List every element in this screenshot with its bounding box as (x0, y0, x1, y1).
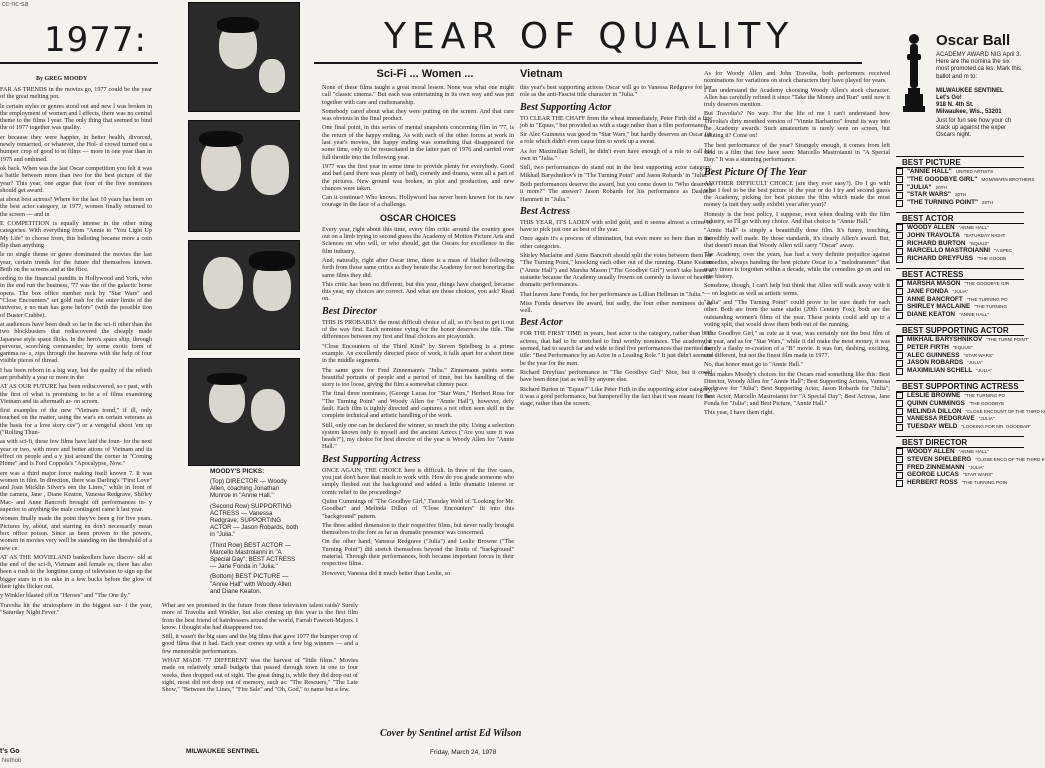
ballot-checkbox[interactable] (896, 184, 903, 191)
ballot-entry[interactable] (896, 255, 1024, 263)
ballot-checkbox[interactable] (896, 400, 903, 407)
masthead-year: 1977: (44, 20, 147, 60)
nominee-name: WOODY ALLEN (907, 447, 955, 455)
ballot-checkbox[interactable] (896, 240, 903, 247)
nominee-film: "EQUUS" (969, 240, 990, 246)
paragraph: On the other hand, Vanessa Redgrave ("Julia") and Leslie Browne ("The Turning Point") did stretch themselves beyond the limits of "background" material. Through their performances, both became important forces in their respective films. (322, 538, 514, 568)
ballot-category (896, 212, 1024, 263)
paragraph: The three added dimension to their respective films, but never really brought themselves to the fore as far as dramatic presence was concerned. (322, 521, 514, 537)
nominee-name: SHIRLEY MACLAINE (907, 303, 971, 311)
picks-box (210, 468, 300, 598)
nominee-film: "A SPEC (994, 248, 1013, 254)
paragraph: le no single theme or genre dominated the movies the last year, certain trends for the future did themselves known. Both on the screens and at the ffice. (0, 251, 152, 273)
oscar-ballot (892, 28, 1045, 504)
nominee-film: "STAR WARS" (963, 352, 994, 358)
paragraph: This year, I have them right. (704, 409, 775, 417)
paragraph: FAR AS TRENDS in the movies go, 1977 could be the year of the great melting pot. (0, 86, 152, 101)
nominee-name: TUESDAY WELD (907, 423, 958, 431)
paragraph: this year's best supporting actress Oscar will go to Vanessa Redgrave for her role as the anti-Fascist title character in "Julia." (520, 84, 712, 99)
nominee-film: "THE TURNING POIN (961, 480, 1008, 486)
ballot-entry[interactable] (896, 296, 1024, 304)
paragraph: However, Vanessa did it much better than Leslie, so (322, 569, 451, 577)
ballot-checkbox[interactable] (896, 280, 903, 287)
ballot-checkbox[interactable] (896, 176, 903, 183)
nominee-name: STEVEN SPIELBERG (907, 455, 972, 463)
paragraph: WHAT MADE '77 DIFFERENT was the harvest of "little films." Movies made on relatively small budgets that passed through town in one to four weeks, then dropped out of sight. The great thing is, while they did drop out of sight, most did not drop out of memory, such as: "The Rescuers," "The Late Show," "Between the Lines," "Fire Sale" and "Oh, God," to name but a few. (162, 657, 358, 694)
paragraph: "The Goodbye Girl," as cute as it was, was certainly not the best film of the year, and as for "Star Wars," while it did make the most money, it was merely a flashy re-creation of a "B" movie. It was fun, dashing, exciting, and different, but not the finest film made in 1977. (704, 330, 890, 360)
address-line: 918 N. 4th St. (936, 102, 974, 108)
ballot-entry[interactable] (896, 400, 1024, 408)
cover-credit: Cover by Sentinel artist Ed Wilson (380, 728, 522, 739)
paragraph: The same goes for Fred Zinnemann's "Julia." Zinnemann paints some beautiful portraits of people and a period of time, but his handling of the story is too loose, giving the film a somewhat clumsy pace. (322, 366, 514, 389)
nominee-film: "THE GOODB (977, 256, 1007, 262)
ballot-entry[interactable] (896, 464, 1024, 472)
nominee-film: "ANNIE HALL" (958, 448, 989, 454)
paragraph: But Travolta's? No way. For the life of me I can't understand how Travolta's dirty mouthed version of "Vinnie Barbarino" found its way into the Academy awards. Such amateurism is rarely seen on screen, but saluting it? Come on! (704, 110, 890, 140)
ballot-entry[interactable] (896, 352, 1024, 360)
paragraph: THIS IS PROBABLY the most difficult choice of all, so it's best to get it out of the way first. Each nominee vying for the honor deserves the title. The differences between my first and final choices are picayunish. (322, 318, 514, 341)
ballot-address (936, 88, 1024, 116)
photo-picture (188, 358, 300, 466)
nominee-name: FRED ZINNEMANN (907, 463, 965, 471)
nominee-name: "STAR WARS" (907, 191, 951, 199)
address-line: Let's Go! (936, 95, 962, 101)
paragraph: E COMPETITION is equally intense in the other ming categories. With everything from "Annie to "You Light Up My Life" to choose from, this balloting became more a coin flip than anything (0, 220, 152, 249)
address-line: MILWAUKEE SENTINEL (936, 88, 1004, 94)
paragraph: ok back. When was the last Oscar competition you felt it was a battle between more than two for the best picture of the year? This year, one argue that four of the five nominees should get award. (0, 164, 152, 194)
paragraph: ANOTHER DIFFICULT CHOICE (are they ever easy?). Do I go with what I feel to be the best picture of the year or do I try and second guess the Academy, picking for best picture the film which made the most money (a trait they sadly exhibit year after year)? (704, 179, 890, 209)
paragraph: TO CLEAR THE CHAFF from the wheat immediately, Peter Firth did a fine job in "Equus," but provided us with a stage rather than a film performance. (520, 114, 712, 129)
ballot-checkbox[interactable] (896, 368, 903, 375)
paragraph: What are we promised in the future from these television talent raids? Surely more of Travolta and Winkler, but also coming up this year is the first film from the best friend of hairdressers around the world, Farrah Fawcett-Majors. I know. I thought she had disappeared too. (162, 602, 358, 631)
ballot-category-heading: BEST ACTRESS (896, 268, 1024, 280)
paragraph: Somehow, though, I can't help but think that Allen will walk away with it — on logistic as well as artistic terms. (704, 282, 890, 297)
ballot-entry[interactable] (896, 168, 1024, 176)
nominee-film: "THE TURNING PO (964, 392, 1006, 398)
paragraph: That makes Moody's choices for the Oscars read something like this: Best Director, Woody Allen for "Annie Hall"; Best Supporting Actress, Vanessa Redgrave for "Julia"; Best Supporting Actor, Jason Robards for "Julia"; Best Actor, Marcello Mastroianni for "A Special Day"; Best Actress, Jane Fonda for "Julia"; and Best Picture, "Annie Hall." (704, 370, 890, 407)
column1-body (0, 86, 152, 618)
continued-label: t's Go (0, 748, 20, 755)
ballot-checkbox[interactable] (896, 472, 903, 479)
oscar-statuette-icon (902, 32, 926, 124)
ballot-entry[interactable] (896, 344, 1024, 352)
nominee-film: 20TH (954, 192, 967, 198)
paragraph: women finally made the point they've been g for five years. Pictures by, about, and starring en don't necessarily mean box office poison. Since as been proven to the powers, women in movies very well be standing on the threshold of a new ce. (0, 515, 152, 552)
byline: By GREG MOODY (36, 76, 88, 82)
picks-heading: MOODY'S PICKS: (210, 468, 265, 475)
ballot-checkbox[interactable] (896, 360, 903, 367)
nominee-film: MGM/WARN BROTHERS (981, 176, 1035, 182)
ballot-entry[interactable] (896, 175, 1035, 184)
center-body (322, 84, 514, 577)
license-mark: cc-nc-sa (2, 1, 29, 8)
nominee-film: "ANNIE HALL" (958, 224, 989, 230)
publication-date: Friday, March 24, 1978 (430, 749, 497, 756)
nominee-name: ALEC GUINNESS (907, 351, 960, 359)
nominee-film: "THE TURNING (974, 304, 1008, 310)
nominee-name: MAXIMILIAN SCHELL (907, 367, 973, 375)
nominee-name: PETER FIRTH (907, 343, 949, 351)
paragraph: "Julia" and "The Turning Point" could prove to be sure death for each other. Both are from the same studio (20th Century Fox); both are the outstanding women's films of the year. These points could add up to a voting split, that would draw them both out of the running. (704, 299, 890, 328)
nominee-name: "JULIA" (907, 183, 932, 191)
section-heading: Best Director (322, 305, 377, 317)
paragraph: Honesty is the best policy, I suppose, even when dealing with the film industry, so I'll go with my choice. And that choice is "Annie Hall." (704, 210, 890, 226)
lower-left-block (162, 602, 358, 748)
paragraph: FOR THE FIRST TIME in years, best actor is the category, rather than best actress, that had to be stretched to find worthy nominees. The academy, it seemed, had to search far and wide to find five performances that merited the title: "Best Performance by an Actor in a Leading Role." It just didn't seem to be the year for the men. (520, 330, 712, 367)
right-column-1 (520, 68, 712, 748)
nominee-name: MARCELLO MASTROIANNI (907, 247, 991, 255)
ballot-checkbox[interactable] (896, 200, 903, 207)
ballot-checkbox[interactable] (896, 352, 903, 359)
paragraph: Still, two performances do stand out in the best supporting actor category, Mikhail Baryshnikov's in "The Turning Point" and Jason Robards' in "Julia." (520, 164, 712, 179)
ballot-entry[interactable] (896, 311, 1024, 319)
paragraph: y Winkler blasted off in "Heroes" and "The One ily." (0, 592, 131, 600)
paragraph: Sir Alec Guinness was good in "Star Wars," but hardly deserves an Oscar for a role which didn't even cause him to work up a sweat. (520, 131, 712, 146)
paragraph: One final point, in this series of mental snapshots concerning film in '77, is the return of the happy ending. As with each of the other forces at work in last year's movies, the happy ending was something that disappeared for some time, only to be resuscitated in the latter part of 1976 and carried over full throttle into the following year. (322, 124, 514, 161)
section-heading: Best Picture Of The Year (704, 166, 807, 178)
nominee-name: "THE GOODBYE GIRL" (907, 175, 978, 183)
ballot-checkbox[interactable] (896, 248, 903, 255)
paragraph: Both performances deserve the award, but you come down to "Who deserves it more?" The answer? Jason Robards for his performance as Dashiell Hammett in "Julia." (520, 180, 712, 203)
nominee-name: "ANNIE HALL" (907, 168, 952, 175)
ballot-entry[interactable] (896, 240, 1024, 248)
ballot-categories (896, 154, 1045, 492)
ballot-checkbox[interactable] (896, 224, 903, 231)
paragraph: Richard Burton in "Equus?" Like Peter Firth in the supporting actor category, it was a good performance, but hampered by the fact that it was meant for the stage, rather than the screen. (520, 385, 712, 408)
section-heading: Best Supporting Actor (520, 101, 612, 113)
photo-supporting (188, 120, 300, 232)
ballot-checkbox[interactable] (896, 312, 903, 319)
paragraph: AT AS OUR FUTURE has been rediscovered, so r past, with the first of what is promising to be a of films examining Vietnam and its aftermath ar- on screen. (0, 383, 152, 405)
ballot-category-heading: BEST DIRECTOR (896, 436, 1024, 448)
nominee-name: MELINDA DILLON (907, 407, 962, 415)
ballot-entry[interactable] (896, 199, 1024, 207)
paragraph: Quinn Cummings of "The Goodbye Girl," Tuesday Weld of "Looking for Mr. Goodbar" and Melinda Dillon of "Close Encounters" fit into this "background" pattern. (322, 497, 514, 520)
paragraph: THIS YEAR, IT'S LADEN with solid gold, and it seems almost a crime to have to pick just one as best of the year. (520, 218, 712, 234)
ballot-checkbox[interactable] (896, 192, 903, 199)
photo-leads (188, 240, 300, 350)
ballot-category (896, 380, 1045, 431)
ballot-entry[interactable] (896, 367, 1024, 375)
ballot-checkbox[interactable] (896, 168, 903, 175)
ballot-category-heading: BEST SUPPORTING ACTOR (896, 324, 1024, 336)
nominee-film: "THE TURNING PO (966, 296, 1008, 302)
ballot-intro: ACADEMY AWARD NIG April 3. Here are the nomina the six most promoted ca les. Mark this ballot and m to: (936, 52, 1022, 80)
paragraph: 1977 was the first year in some time to provide plenty for everybody. Good and bad (and there was plenty of bad), comedy and drama, were all a part of the pictures. New ground was broken, in plot and production, and new chances were taken. (322, 162, 514, 192)
nominee-film: "SATURDAY NIGHT (963, 232, 1006, 238)
pick-item: (Bottom) BEST PICTURE — "Annie Hall" with Woody Allen and Diane Keaton. (210, 573, 292, 595)
ballot-checkbox[interactable] (896, 344, 903, 351)
nominee-film: "ANNIE HALL" (959, 312, 990, 318)
paragraph: ere was a third major force making itself known 7. It was women in film. In direction, there was Darling's "First Love" and Joan Micklin Silver's een the Lines," while in front of the camera, Jane , Diane Keaton, Vanessa Redgrave, Shirley Mac- and Anne Bancroft brought off performances in- y superior to anything the male contingent came h last year. (0, 469, 152, 514)
headline-rule (314, 62, 862, 64)
nominee-film: 20TH (935, 184, 947, 190)
photo-column (170, 2, 310, 602)
paragraph: Still, it wasn't the big stars and the big films that gave 1977 the bumper crop of good films that it had. Each year comes up with a few big winners — and a few memorable performances. (162, 633, 358, 655)
nominee-film: UNITED ARTISTS (955, 169, 994, 174)
nominee-name: JANE FONDA (907, 287, 949, 295)
nominee-film: 20TH (982, 200, 994, 206)
nominee-name: MARSHA MASON (907, 279, 961, 287)
masthead-title: YEAR OF QUALITY (384, 16, 795, 57)
ballot-note: Just for fun see how your ch stack up against the exper Oscars night. (936, 118, 1012, 139)
paragraph: Shirley Maclaine and Anne Bancroft should split the votes between them for "The Turning Point," knocking each other out of the running. Diane Keaton ("Annie Hall") and Marsha Mason ("The Goodbye Girl") won't take home a statuette because the Academy usually frowns on comedy in favor of heavier dramatic performances. (520, 252, 712, 289)
paragraph: Richard Dreyfuss' performance in "The Goodbye Girl" Nice, but it could have been done just as well by anyone else. (520, 368, 712, 384)
ballot-checkbox[interactable] (896, 456, 903, 463)
ballot-checkbox[interactable] (896, 480, 903, 487)
paragraph: No, that honor must go to "Annie Hall." (704, 361, 804, 369)
ballot-category (896, 436, 1045, 487)
nominee-film: "JULIA" (976, 368, 993, 374)
paragraph: Somebody cared about what they were putting on the screen. And that care was obvious in the final product. (322, 107, 514, 123)
center-headline: Sci-Fi ... Women ... (376, 68, 474, 80)
nominee-name: GEORGE LUCAS (907, 471, 959, 479)
nominee-name: RICHARD DREYFUSS (907, 255, 974, 263)
nominee-film: "STAR WARS" (962, 472, 993, 478)
nominee-name: LESLIE BROWNE (907, 391, 961, 399)
nominee-film: "LOOKING FOR MR. GOODBAR" (961, 424, 1032, 430)
ballot-entry[interactable] (896, 232, 1024, 240)
address-line: Milwaukee, Wis., 53201 (936, 109, 1002, 115)
ballot-entry[interactable] (896, 392, 1024, 400)
nominee-name: WOODY ALLEN (907, 223, 955, 231)
nominee-film: "THE GOODBYE (968, 400, 1005, 406)
paragraph: None of these films taught a great moral lesson. None was what one might call "classic cinema." But each was entertaining in its own way and was put together with care and craftsmanship. (322, 84, 514, 106)
pick-item: (Second Row) SUPPORTING ACTRESS — Vanessa Redgrave; SUPPORTING ACTOR — Jason Robards, both in "Julia." (210, 502, 299, 539)
paragraph: "Close Encounters of the Third Kind" by Steven Spielberg is a prime example. An excellently directed piece of work, it falls apart for a short time in the middle segments. (322, 342, 514, 365)
nominee-name: HERBERT ROSS (907, 479, 958, 487)
paragraph: The Academy, over the years, has had a very definite prejudice against comedies, always handing the best picture Oscar to a "melodrammer" that many times is forgotten within a decade, while the comedies go on and on into history. (704, 251, 890, 281)
paragraph: Still, only one can be declared the winner, so much the pity. Using a selection system known only to myself and the ancient Aztecs ("Are you sure it was heads?"), my choice for best director of the year is Woody Allen for "Annie Hall." (322, 421, 514, 451)
paragraph: As for Maximilian Schell, he didn't even have enough of a role to call his own in "Julia." (520, 147, 712, 163)
vietnam-headline: Vietnam (520, 68, 563, 80)
paragraph: The best performance of the year? Strangely enough, it comes from left field in a film that few have seen: Marcello Mastroianni in "A Special Day." It was a stunning performance. (704, 141, 890, 164)
section-heading: Best Actor (520, 317, 563, 329)
nominee-name: DIANE KEATON (907, 311, 956, 319)
paragraph: at audiences have been dealt so far in the sci-fi other than the two blockbusters that rediscovered the cheaply made Japanese style space flicks. In the hero's space ship, through perverse, scorching commander, by some exotic form of gamma ra- s, zips through the heavens with the help of four visible pieces of thread. (0, 320, 152, 365)
section-heading: Best Supporting Actress (322, 453, 421, 465)
ballot-category (896, 324, 1030, 375)
ballot-entry[interactable] (896, 303, 1024, 311)
ballot-entry[interactable] (896, 423, 1032, 431)
ballot-checkbox[interactable] (896, 424, 903, 431)
footer-publication: MILWAUKEE SENTINEL (186, 748, 260, 755)
paragraph: ONCE AGAIN, THE CHOICE here is difficult. In three of the five cases, you just don't have that much to work with. How do you grade someone who simply fleshed out the background and added a little dramatic interest or comic relief to the proceedings? (322, 466, 514, 496)
nominee-film: "JULIA" (952, 288, 969, 294)
paragraph: Can it continue? Who knows. Hollywood has never been known for its raw courage in the face of a challenge. (322, 194, 514, 209)
paragraph: le certain styles or genres stood out and new l was broken in the employment of women and l effects, there was no central theme to the films l year. The only thing that seemed to bind the of 1977 together was quality. (0, 102, 152, 132)
paragraph: I has been reborn in a big way, but the quality of the rebirth are probably a year or more in the (0, 366, 152, 381)
nominee-name: JOHN TRAVOLTA (907, 231, 960, 239)
paragraph: Every year, right about this time, every film critic around the country goes out on a limb trying to second guess the Academy of Motion Picture Arts and Sciences on who will, or who should, get the Oscars for excellence in the film industry. (322, 225, 514, 255)
right-column-2 (704, 70, 890, 520)
nominee-film: "JULIA" (978, 416, 995, 422)
picks-list (210, 478, 300, 595)
ballot-entry[interactable] (896, 288, 1024, 296)
paragraph: AT AS THE MOVIELAND bankrollers have discov- old at the end of the sci-fi, Vietnam and female es, there has also been a rush to the longtime camp of television to sign up the bigger stars in rt to rake in a few bucks before the glow of their ights flicker out. (0, 553, 152, 590)
nominee-name: VANESSA REDGRAVE (907, 415, 975, 423)
masthead-rule (0, 62, 158, 64)
paragraph: That leaves Jane Fonda, for her performance as Lillian Hellman in "Julia." (520, 290, 705, 298)
ballot-checkbox[interactable] (896, 288, 903, 295)
section-heading: OSCAR CHOICES (379, 212, 456, 223)
ballot-checkbox[interactable] (896, 336, 903, 343)
nominee-film: "JULIA" (968, 464, 985, 470)
nominee-name: "THE TURNING POINT" (907, 199, 979, 207)
paragraph: "Annie Hall" is simply a beautifully done film. It's funny, touching, incredibly well made. By those standards, it's clearly Allen's award. But, that doesn't mean that Woody Allen will carry "Oscar" away. (704, 227, 890, 249)
ballot-checkbox[interactable] (896, 392, 903, 399)
section-heading: Best Actress (520, 205, 570, 217)
nominee-film: "THE TURNI POINT" (986, 336, 1030, 342)
ballot-category-heading: BEST PICTURE (896, 156, 1024, 168)
ballot-checkbox[interactable] (896, 256, 903, 263)
lower-left-body (162, 602, 358, 694)
ballot-checkbox[interactable] (896, 416, 903, 423)
ballot-entry[interactable] (896, 471, 1024, 479)
paragraph: As for Woody Allen and John Travolta, both performers received nominations for variations on stock characters they have played for years. (704, 70, 890, 85)
paragraph: as with sci-fi, these few films have laid the foun- for the next year or two, with more and better ations of Vietnam and its effect on people and a y just around the corner in "Coming Home" and is Ford Coppola's "Apocalypse, Now." (0, 438, 152, 468)
ballot-entry[interactable] (896, 247, 1024, 255)
paragraph: ording to the financial pundits in Hollywood and York, who in the end run the business, '77 was the of the galactic horse opera. The box office number ruck by "Star Wars" and "Close Encounters" set gold rush for the outer limits of the universe, e no man has gone before" (with the possible tion of Buster Crabbe). (0, 275, 152, 319)
paragraph: at about best actress? Where for the last 10 years has been on the best actor category, in 1977, women finally returned to the screen — and in (0, 196, 152, 218)
nominee-film: "THE GOODBYE GIR (964, 280, 1010, 286)
ballot-entry[interactable] (896, 184, 1024, 192)
paragraph: Travolta hit the stratosphere in the biggest sur- f the year, "Saturday Night Fever." (0, 601, 152, 616)
ballot-checkbox[interactable] (896, 304, 903, 311)
nominee-film: "CLOSE ENCOUNT OF THE THIRD KI (965, 408, 1045, 414)
nominee-name: RICHARD BURTON (907, 239, 966, 247)
nominee-name: ANNE BANCROFT (907, 295, 963, 303)
ballot-category (896, 156, 1035, 207)
ballot-checkbox[interactable] (896, 296, 903, 303)
ballot-entry[interactable] (896, 479, 1024, 487)
nominee-film: "EQUUS" (952, 344, 973, 350)
ballot-category (896, 268, 1024, 319)
paragraph: Miss Fonda deserves the award, but sadly, the four other nominees do as well. (520, 299, 712, 315)
ballot-checkbox[interactable] (896, 448, 903, 455)
paragraph: er because they were happier, in better health, divorced, newly remarried, or whatever, the Hol- d crowd turned out a bumper crop of good to nt films — more in one year than in 1975 and ombined. (0, 133, 152, 163)
nominee-film: "CLOSE ENCO OF THE THIRD K (975, 456, 1045, 462)
left-column (0, 0, 158, 768)
nominee-name: JASON ROBARDS (907, 359, 964, 367)
ballot-entry[interactable] (896, 224, 1024, 232)
right-column-2-body (704, 70, 890, 416)
paragraph: Once again it's a process of elimination, but even more so here than in the other categories. (520, 235, 712, 250)
ballot-entry[interactable] (896, 415, 1024, 423)
ballot-category-heading: BEST SUPPORTING ACTRESS (896, 380, 1024, 392)
paragraph: The final three nominees, (George Lucas for "Star Wars," Herbert Ross for "The Turning Point" and Woody Allen for "Annie Hall"), however, defy fault. Each film is tightly directed and captures a not often seen skill in the complete technical and artistic handling of the work. (322, 390, 514, 420)
ballot-title: Oscar Ball (936, 32, 1011, 49)
ballot-category-heading: BEST ACTOR (896, 212, 1024, 224)
paragraph: And, naturally, right after Oscar time, there is a mass of blather following forth from those same critics as they berate the Academy for not honoring the same films they did. (322, 256, 514, 279)
ballot-entry[interactable] (896, 359, 1024, 367)
ballot-checkbox[interactable] (896, 464, 903, 471)
ballot-checkbox[interactable] (896, 408, 903, 415)
right-column-1-body (520, 84, 712, 407)
paragraph: I can understand the Academy choosing Woody Allen's stock character. Allen has carefully refined it since "Take the Money and Run" until now it truly deserves mention. (704, 86, 890, 109)
nominee-film: "JULIA" (967, 360, 983, 366)
pick-item: (Top) DIRECTOR — Woody Allen, coaching Jonathan Munroe in "Annie Hall." (210, 478, 287, 500)
ballot-entry[interactable] (896, 407, 1045, 416)
ballot-entry[interactable] (896, 455, 1045, 464)
ballot-entry[interactable] (896, 280, 1024, 288)
photo-director (188, 2, 300, 112)
ballot-entry[interactable] (896, 191, 1024, 199)
scan-mark: Nethob (2, 758, 22, 764)
ballot-entry[interactable] (896, 448, 1024, 456)
paragraph: This critic has been no different, but this year, things have changed, because this year, my choices are correct. And what are those choices, you ask? Read on. (322, 280, 514, 303)
ballot-entry[interactable] (896, 335, 1030, 344)
nominee-name: QUINN CUMMINGS (907, 399, 965, 407)
nominee-name: MIKHAIL BARYSHNIKOV (907, 335, 983, 343)
paragraph: first examples of the new "Vietnam trend," if ill, only touched on the matter, using the war's en certain veterans as the basis for a love story ces") or a vengeful shoot 'em up ("Rolling Thun- (0, 407, 152, 437)
pick-item: (Third Row) BEST ACTOR — Marcello Mastroianni in "A Special Day"; BEST ACTRESS — Jane Fonda in "Julia." (210, 541, 296, 571)
ballot-checkbox[interactable] (896, 232, 903, 239)
